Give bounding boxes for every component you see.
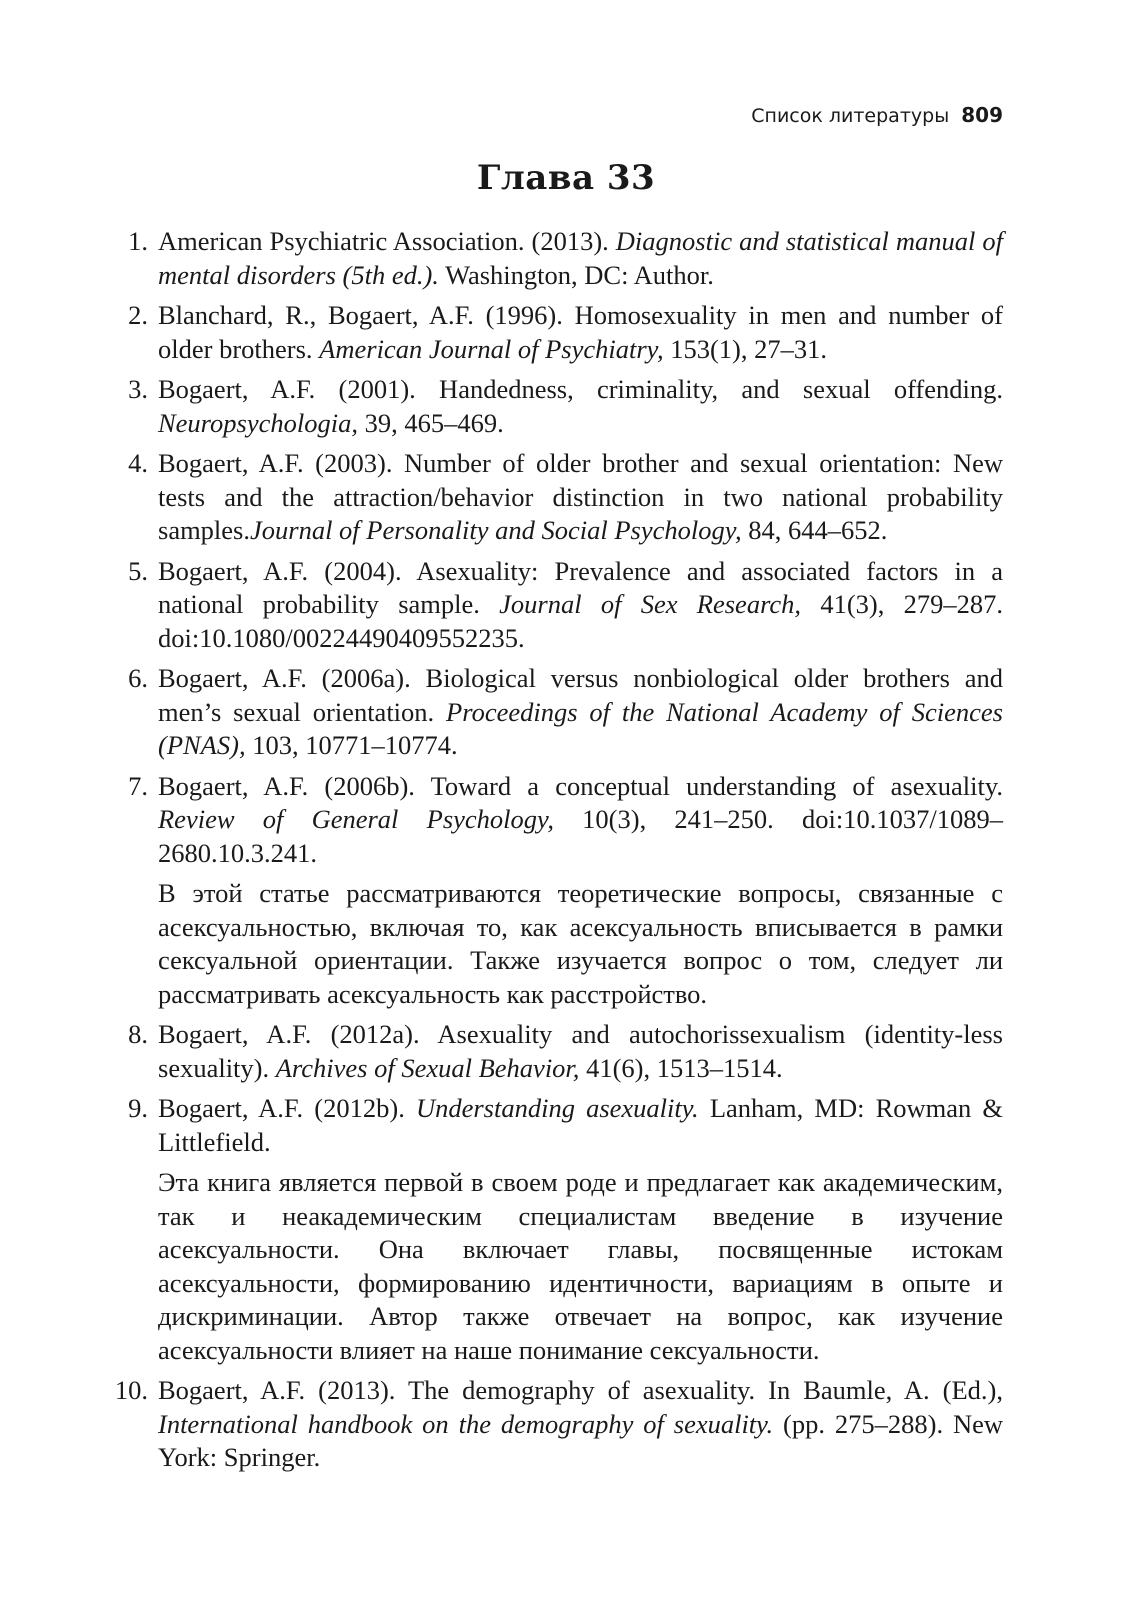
reference-details: 153(1), 27–31. xyxy=(663,333,828,364)
reference-item xyxy=(128,555,1003,656)
reference-text: Bogaert, A.F. (2006a). Biological versus nonbiological older brothers and men’s sexual orientation. xyxy=(158,663,1003,727)
reference-text: Bogaert, A.F. (2012b). xyxy=(158,1093,416,1123)
reference-item xyxy=(114,1374,1004,1475)
reference-number: 4. xyxy=(128,448,148,478)
chapter-title: Глава 33 xyxy=(476,158,656,198)
reference-source-title: Archives of Sexual Behavior, xyxy=(275,1052,580,1083)
reference-annotation: В этой статье рассматриваются теоретические вопросы, связанные с асексуальностью, включая то, как асексуальность вписывается в рамки сексуальной ориентации. Также изучается вопрос о том, следует ли рассматривать асексуальность как расстройство. xyxy=(158,878,1003,1009)
reference-text: Bogaert, A.F. (2006b). Toward a conceptual understanding of asexuality. xyxy=(158,770,1003,801)
reference-details: 39, 465–469. xyxy=(357,407,504,438)
reference-text: Blanchard, R., Bogaert, A.F. (1996). Homosexuality in men and number of older brothers. xyxy=(158,300,1003,364)
reference-details: Washington, DC: Author. xyxy=(438,259,714,290)
reference-details: Lanham, MD: Rowman & Littlefield. xyxy=(158,1093,1003,1157)
reference-number: 1. xyxy=(128,226,148,256)
reference-number: 5. xyxy=(128,555,148,586)
reference-item xyxy=(128,770,1003,871)
reference-details: 103, 10771–10774. xyxy=(245,730,458,760)
reference-item xyxy=(128,225,1003,292)
running-header xyxy=(751,103,1003,127)
reference-item xyxy=(128,299,1003,366)
reference-details: (pp. 275–288). New York: Springer. xyxy=(158,1408,1004,1472)
reference-source-title: Proceedings of the National Academy of Sciences (PNAS), xyxy=(158,696,1003,760)
reference-item xyxy=(128,662,1003,763)
reference-source-title: International handbook on the demography of sexuality. xyxy=(158,1408,774,1439)
reference-text: Bogaert, A.F. (2013). The demography of asexuality. In Baumle, A. (Ed.), xyxy=(158,1375,1003,1405)
reference-text: American Psychiatric Association. (2013). xyxy=(158,226,616,256)
reference-number: 8. xyxy=(128,1019,148,1049)
reference-source-title: Understanding asexuality. xyxy=(415,1093,699,1123)
reference-source-title: Journal of Personality and Social Psychology, xyxy=(250,515,742,545)
reference-details: 10(3), 241–250. doi:10.1037/1089–2680.10.3.241. xyxy=(158,804,1003,868)
reference-details: 41(3), 279–287. doi:10.1080/00224490409552235. xyxy=(158,589,1003,653)
reference-number: 2. xyxy=(128,300,148,330)
reference-details: 41(6), 1513–1514. xyxy=(579,1052,783,1083)
reference-annotation: Эта книга является первой в своем роде и предлагает как академическим, так и неакадемическим специалистам введение в изучение асексуальности. Она включает главы, посвященные истокам асексуальности, формированию идентичности, вариациям в опыте и дискриминации. Автор также отвечает на вопрос, как изучение асексуальности влияет на наше понимание сексуальности. xyxy=(158,1167,1003,1365)
reference-source-title: Journal of Sex Research, xyxy=(499,589,802,619)
reference-source-title: Neuropsychologia, xyxy=(158,407,358,438)
reference-text: Bogaert, A.F. (2004). Asexuality: Prevalence and associated factors in a national probability sample. xyxy=(158,555,1003,619)
reference-item xyxy=(128,373,1003,440)
reference-source-title: American Journal of Psychiatry, xyxy=(319,333,664,364)
reference-number: 9. xyxy=(128,1093,148,1123)
reference-text: Bogaert, A.F. (2001). Handedness, criminality, and sexual offending. xyxy=(158,374,1003,404)
reference-item xyxy=(128,1018,1003,1085)
reference-number: 10. xyxy=(114,1375,148,1405)
page-number: 809 xyxy=(961,103,1003,127)
reference-source-title: Review of General Psychology, xyxy=(158,804,554,834)
reference-text: Bogaert, A.F. (2012a). Asexuality and autochorissexualism (identity-less sexuality). xyxy=(158,1019,1003,1083)
reference-item xyxy=(128,447,1003,548)
section-title: Список литературы xyxy=(751,105,950,127)
reference-number: 3. xyxy=(128,374,148,404)
reference-source-title: Diagnostic and statistical manual of mental disorders (5th ed.). xyxy=(158,226,1003,290)
reference-text: Bogaert, A.F. (2003). Number of older brother and sexual orientation: New tests and the attraction/behavior distinction in two national probability samples. xyxy=(158,448,1003,545)
reference-details: 84, 644–652. xyxy=(741,515,888,545)
reference-number: 7. xyxy=(128,770,148,801)
reference-list xyxy=(114,225,1004,1482)
reference-item xyxy=(128,1092,1003,1159)
reference-number: 6. xyxy=(128,663,148,693)
